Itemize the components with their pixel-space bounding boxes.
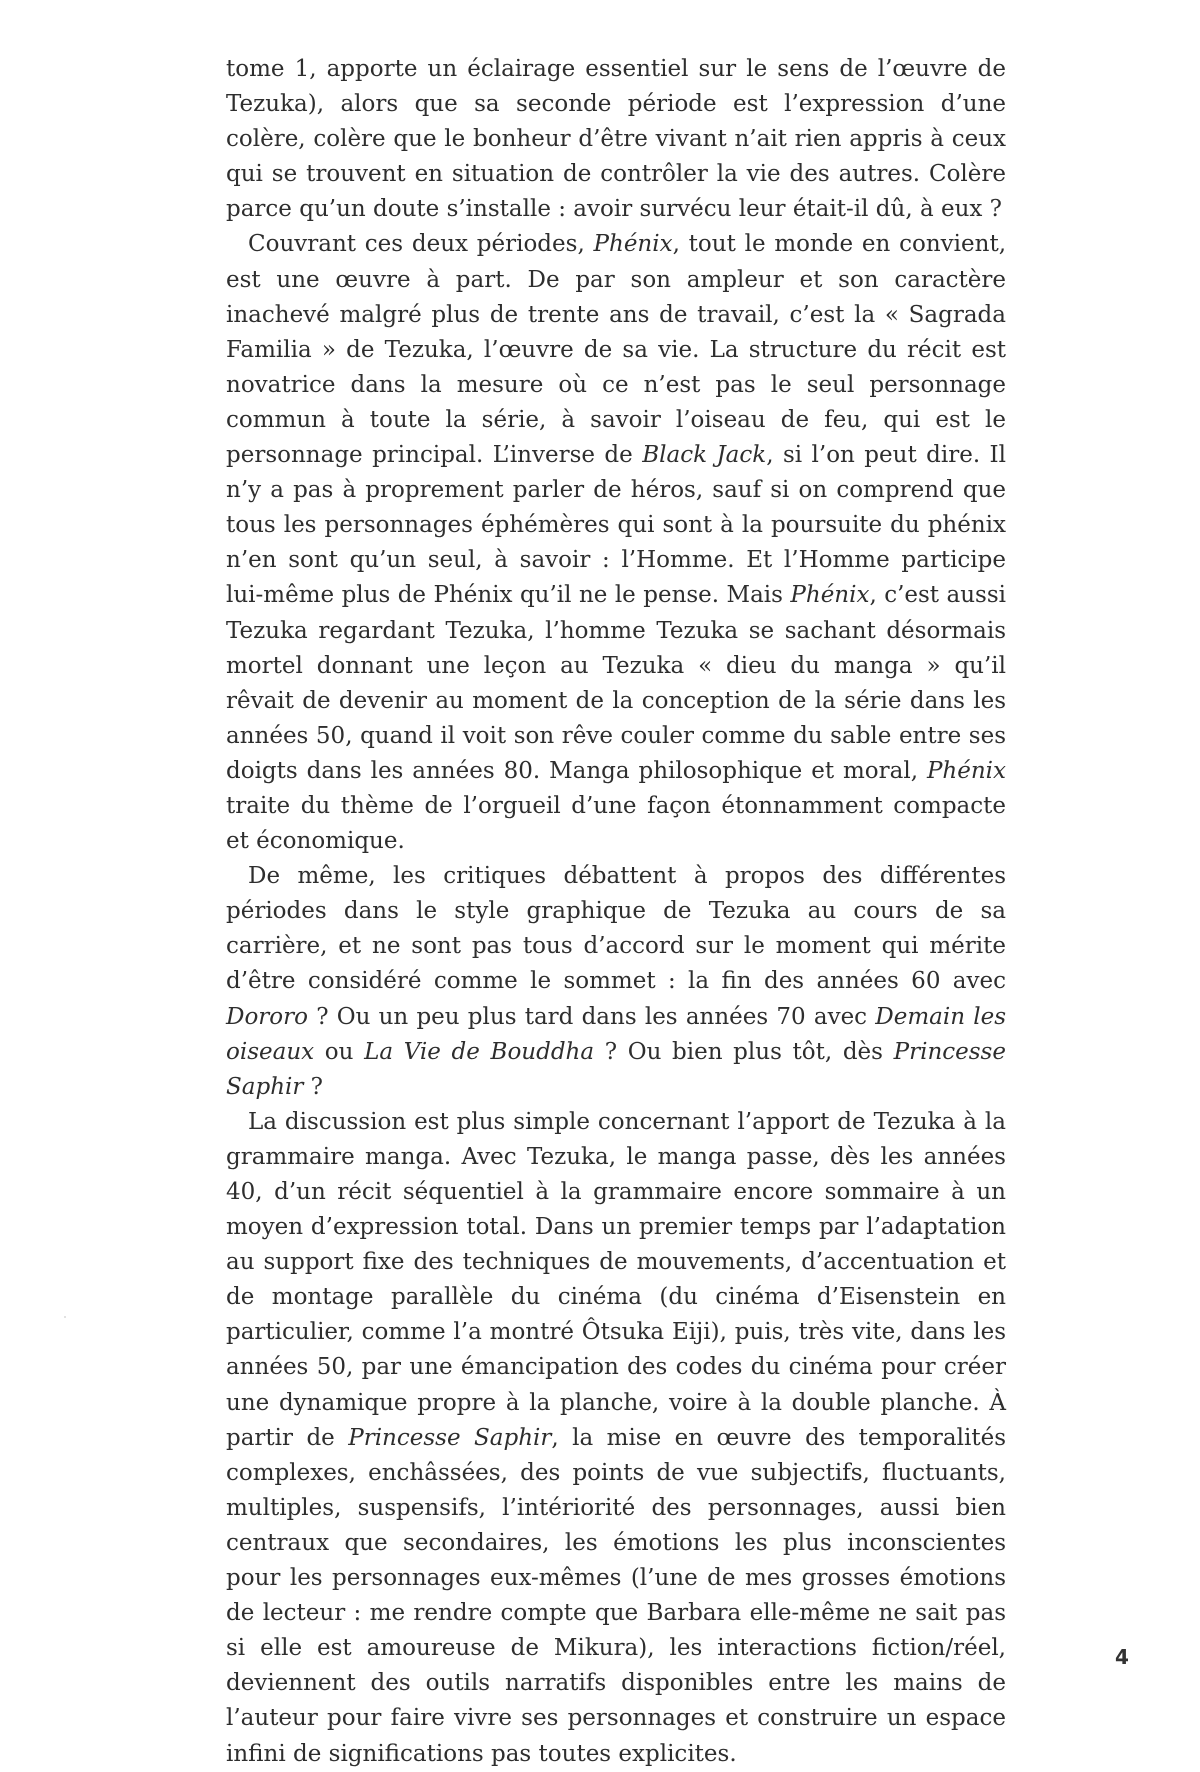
italic-title: Black Jack (642, 442, 767, 469)
italic-title: Dororo (226, 1003, 308, 1030)
text-span: ? Ou bien plus tôt, dès (594, 1038, 894, 1065)
text-span: , si l’on peut dire. Il n’y a pas à proprement parler de héros, sauf si on comprend que tous les personnages éphémères qui sont à la poursuite du phénix n’en sont qu’un seul, à savoir : l’Homme. Et l’Homme participe lui-même plus de Phénix qu’il ne le pense. Mais (226, 442, 1007, 609)
italic-title: La Vie de Bouddha (364, 1038, 595, 1065)
text-span: , tout le monde en convient, est une œuvre à part. De par son ampleur et son caractère inachevé malgré plus de trente ans de travail, c’est la « Sagrada Familia » de Tezuka, l’œuvre de sa vie. La structure du récit est novatrice dans la mesure où ce n’est pas le seul personnage commun à toute la série, à savoir l’oiseau de feu, qui est le personnage principal. L’inverse de (226, 231, 1006, 469)
italic-title: Princesse Saphir (226, 1038, 1006, 1100)
paragraph-4 (226, 1105, 1006, 1772)
text-span: De même, les critiques débattent à propos des différentes périodes dans le style graphique de Tezuka au cours de sa carrière, et ne sont pas tous d’accord sur le moment qui mérite d’être considéré comme le sommet : la fin des années 60 avec (226, 863, 1006, 995)
paragraph-2 (226, 227, 1006, 859)
text-span: ? (303, 1073, 324, 1100)
page-number: 4 (1115, 1645, 1129, 1669)
italic-title: Phénix (926, 757, 1006, 784)
scan-speck (64, 1316, 66, 1318)
text-span: La discussion est plus simple concernant l’apport de Tezuka à la grammaire manga. Avec Tezuka, le manga passe, dès les années 40, d’un récit séquentiel à la grammaire encore sommaire à un moyen d’expression total. Dans un premier temps par l’adaptation au support fixe des techniques de mouvements, d’accentuation et de montage parallèle du cinéma (du cinéma d’Eisenstein en particulier, comme l’a montré Ôtsuka Eiji), puis, très vite, dans les années 50, par une émancipation des codes du cinéma pour créer une dynamique propre à la planche, voire à la double planche. À partir de (226, 1108, 1006, 1451)
text-span: , la mise en œuvre des temporalités complexes, enchâssées, des points de vue subjectifs, fluctuants, multiples, suspensifs, l’intériorité des personnages, aussi bien centraux que secondaires, les émotions les plus inconscientes pour les personnages eux-mêmes (l’une de mes grosses émotions de lecteur : me rendre compte que Barbara elle-même ne sait pas si elle est amoureuse de Mikura), les interactions fiction/réel, deviennent des outils narratifs disponibles entre les mains de l’auteur pour faire vivre ses personnages et construire un espace infini de significations pas toutes explicites. (226, 1424, 1006, 1767)
text-span: ou (314, 1038, 365, 1065)
body-text (226, 52, 1006, 1772)
text-span: ? Ou un peu plus tard dans les années 70 avec (307, 1003, 876, 1030)
text-span: tome 1, apporte un éclairage essentiel sur le sens de l’œuvre de Tezuka), alors que sa seconde période est l’expression d’une colère, colère que le bonheur d’être vivant n’ait rien appris à ceux qui se trouvent en situation de contrôler la vie des autres. Colère parce qu’un doute s’installe : avoir survécu leur était-il dû, à eux ? (226, 56, 1006, 223)
italic-title: Phénix (790, 582, 870, 609)
italic-title: Demain les oiseaux (226, 1003, 1007, 1065)
italic-title: Princesse Saphir (348, 1424, 552, 1451)
text-span: Couvrant ces deux périodes, (248, 231, 594, 258)
text-span: traite du thème de l’orgueil d’une façon étonnamment compacte et économique. (226, 792, 1006, 855)
paragraph-3 (226, 859, 1006, 1105)
paragraph-1 (226, 52, 1006, 227)
text-span: , c’est aussi Tezuka regardant Tezuka, l’homme Tezuka se sachant désormais mortel donnant une leçon au Tezuka « dieu du manga » qu’il rêvait de devenir au moment de la conception de la série dans les années 50, quand il voit son rêve couler comme du sable entre ses doigts dans les années 80. Manga philosophique et moral, (226, 582, 1006, 784)
italic-title: Phénix (593, 231, 673, 258)
